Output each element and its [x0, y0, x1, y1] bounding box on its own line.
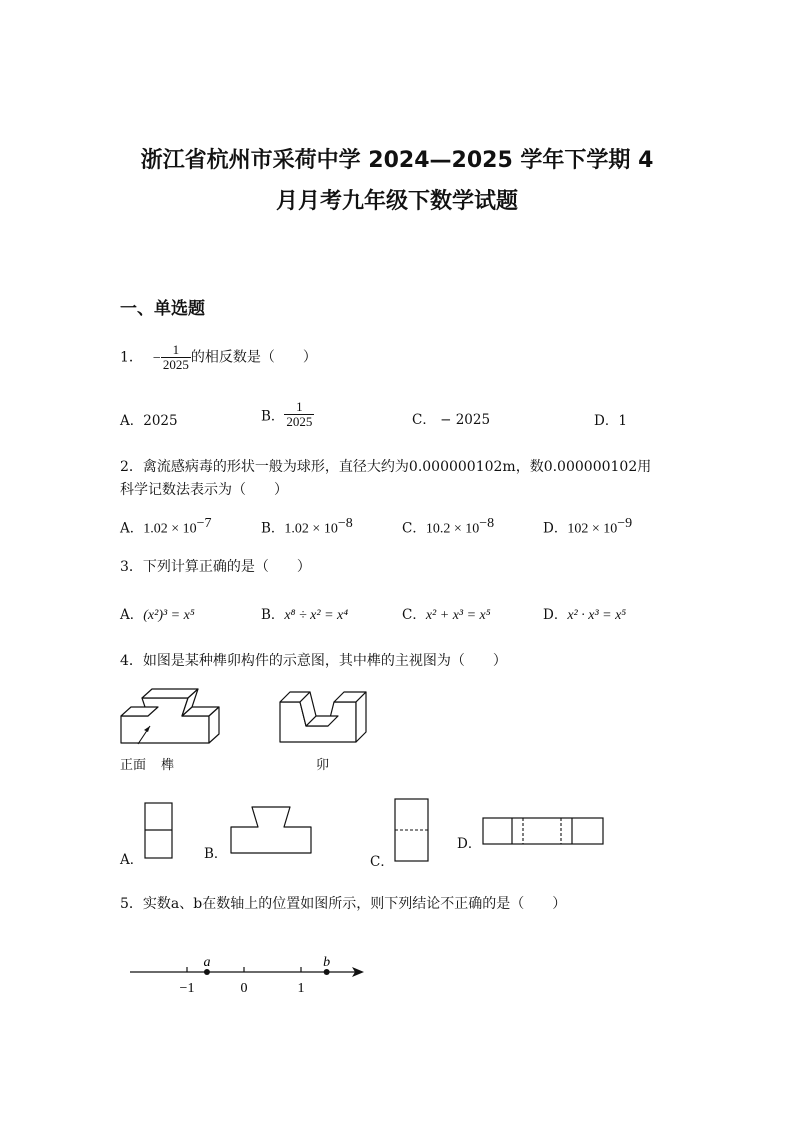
q2-b-exp: −8: [337, 516, 353, 531]
q2-d-base: 102 × 10: [567, 521, 618, 537]
q1-option-a[interactable]: A．2025: [120, 413, 178, 429]
q3-stem: 3．下列计算正确的是（ ）: [120, 559, 311, 575]
q2-d-label: D．: [543, 520, 568, 537]
q3-a-label: A．: [120, 607, 144, 623]
q4-option-c-label[interactable]: C．: [370, 854, 394, 870]
q1-frac-den: 2025: [162, 357, 189, 372]
q1-option-d[interactable]: D．1: [594, 413, 627, 429]
q3-d-expr: x² · x³ = x⁵: [567, 608, 627, 623]
q1-minus: −: [152, 350, 161, 366]
q2-a-base: 1.02 × 10: [143, 521, 197, 537]
q4-stem: 4．如图是某种榫卯构件的示意图，其中榫的主视图为（ ）: [120, 653, 507, 669]
q2-c-exp: −8: [479, 516, 495, 531]
q2-c-label: C．: [402, 520, 426, 537]
section-heading: 一、单选题: [120, 299, 205, 319]
q4-option-d-label[interactable]: D．: [457, 836, 482, 852]
number-line-label-a: a: [203, 955, 211, 970]
number-line-tick-label: 1: [297, 981, 305, 996]
page-title-line2: 月月考九年级下数学试题: [275, 189, 518, 214]
q1-frac-num: 1: [172, 342, 180, 357]
q1-b-label: B．: [261, 408, 285, 425]
q1-option-c[interactable]: C． − 2025: [412, 412, 491, 428]
q1-b-den: 2025: [286, 414, 313, 429]
page-title-line1: 浙江省杭州市采荷中学 2024—2025 学年下学期 4: [140, 148, 654, 173]
number-line-tick-label: −1: [179, 981, 195, 996]
q5-stem: 5．实数a、b在数轴上的位置如图所示，则下列结论不正确的是（ ）: [120, 896, 567, 912]
q2-a-label: A．: [120, 520, 144, 537]
q3-b-label: B．: [261, 607, 285, 623]
number-line-tick-label: 0: [240, 981, 248, 996]
q2-a-exp: −7: [196, 516, 212, 531]
q4-option-a-label[interactable]: A．: [120, 852, 144, 868]
q2-b-label: B．: [261, 520, 285, 537]
q2-stem-line1: 2．禽流感病毒的形状一般为球形，直径大约为0.000000102m，数0.000000102用: [120, 459, 652, 475]
q2-stem-line2: 科学记数法表示为（ ）: [120, 482, 288, 498]
q4-option-b-label[interactable]: B．: [204, 846, 228, 862]
q3-c-expr: x² + x³ = x⁵: [425, 608, 491, 623]
q3-c-label: C．: [402, 607, 426, 623]
q1-stem: 的相反数是（ ）: [190, 349, 317, 366]
label-mortise: 卯: [316, 758, 330, 773]
q3-b-expr: x⁸ ÷ x² = x⁴: [284, 608, 349, 623]
q1-number: 1．: [120, 349, 143, 366]
label-tenon: 榫: [161, 758, 175, 773]
label-front: 正面: [120, 758, 147, 773]
q2-b-base: 1.02 × 10: [284, 521, 338, 537]
q2-d-exp: −9: [617, 516, 633, 531]
q1-b-num: 1: [296, 399, 303, 414]
q3-d-label: D．: [543, 607, 568, 623]
q3-a-expr: (x²)³ = x⁵: [143, 608, 195, 623]
number-line-label-b: b: [323, 955, 331, 970]
q2-c-base: 10.2 × 10: [425, 521, 480, 537]
